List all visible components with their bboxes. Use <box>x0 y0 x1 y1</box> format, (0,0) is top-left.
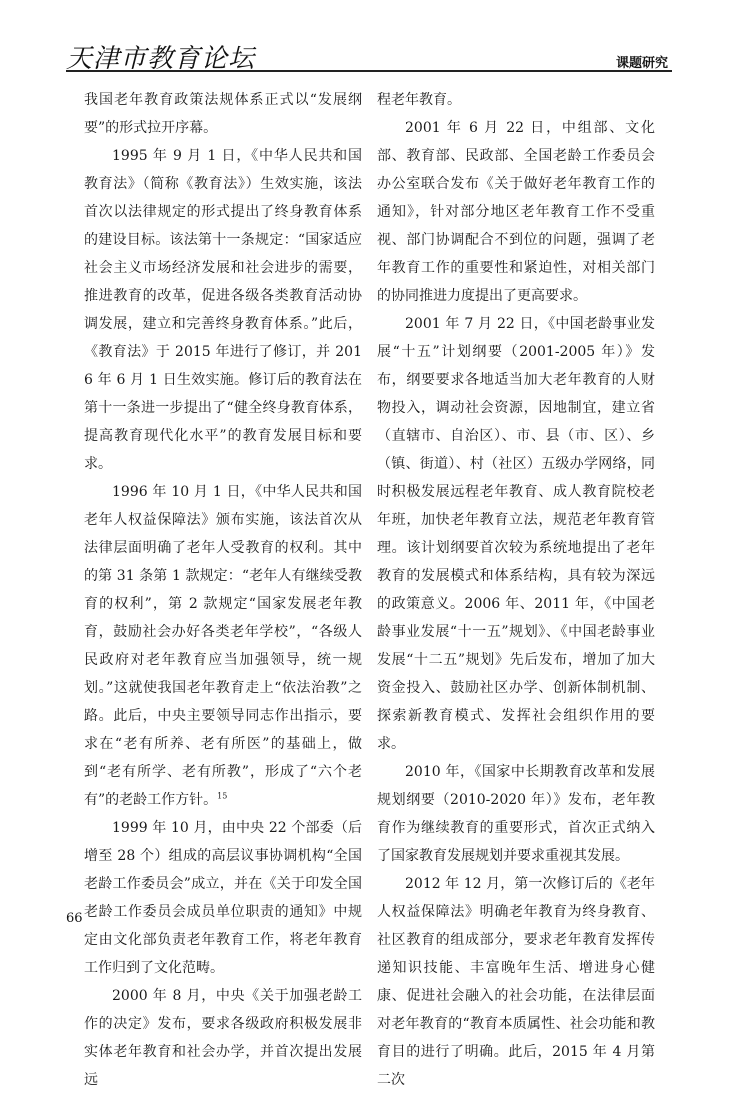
paragraph-text: 1995 年 9 月 1 日，《中华人民共和国教育法》（简称《教育法》）生效实施，该法首次以法律规定的形式提出了终身教育体系的建设目标。该法第十一条规定：“国家适应社会主义市场经济发展和社会进步的需要，推进教育的改革，促进各级各类教育活动协调发展，建立和完善终身教育体系。”此后，《教育法》于 2015 年进行了修订，并 2016 年 6 月 1 日生效实施。修订后的教育法在第十一条进一步提出了“健全终身教育体系，提高教育现代化水平”的教育发展目标和要求。 <box>84 148 362 472</box>
paragraph <box>84 142 362 478</box>
right-column <box>377 86 655 1094</box>
paragraph <box>377 870 655 1094</box>
page-header <box>66 30 672 74</box>
paragraph <box>377 86 655 114</box>
paragraph <box>84 814 362 982</box>
paragraph-text: 2012 年 12 月，第一次修订后的《老年人权益保障法》明确老年教育为终身教育、社区教育的组成部分，要求老年教育发挥传递知识技能、丰富晚年生活、增进身心健康、促进社会融入的社会功能，在法律层面对老年教育的“教育本质属性、社会功能和教育目的进行了明确。此后，2015 年 4 月第二次 <box>377 876 655 1088</box>
paragraph-text: 2001 年 7 月 22 日，《中国老龄事业发展“十五”计划纲要（2001-2005 年）》发布，纲要要求各地适当加大老年教育的人财物投入，调动社会资源，因地制宜，建立省（直辖市、自治区）、市、县（市、区）、乡（镇、街道）、村（社区）五级办学网络，同时积极发展远程老年教育、成人教育院校老年班，加快老年教育立法，规范老年教育管理。该计划纲要首次较为系统地提出了老年教育的发展模式和体系结构，具有较为深远的政策意义。2006 年、2011 年，《中国老龄事业发展“十一五”规划》、《中国老龄事业发展“十二五”规划》先后发布，增加了加大资金投入、鼓励社区办学、创新体制机制、探索新教育模式、发挥社会组织作用的要求。 <box>377 316 655 752</box>
paragraph-text: 1999 年 10 月，由中央 22 个部委（后增至 28 个）组成的高层议事协调机构“全国老龄工作委员会”成立，并在《关于印发全国老龄工作委员会成员单位职责的通知》中规定由文化部负责老年教育工作，将老年教育工作归到了文化范畴。 <box>84 820 362 976</box>
left-column <box>84 86 362 1094</box>
paragraph <box>377 758 655 870</box>
paragraph <box>84 982 362 1094</box>
header-rule <box>66 70 672 72</box>
journal-logo: 天津市教育论坛 <box>66 44 256 74</box>
page-number: 66 <box>66 911 83 926</box>
footnote-marker: 15 <box>217 791 228 801</box>
paragraph <box>377 310 655 758</box>
paragraph-text: 1996 年 10 月 1 日，《中华人民共和国老年人权益保障法》颁布实施，该法首次从法律层面明确了老年人受教育的权利。其中的第 31 条第 1 款规定：“老年人有继续受教育的权利”，第 2 款规定“国家发展老年教育，鼓励社会办好各类老年学校”，“各级人民政府对老年教育应当加强领导，统一规划。”这就使我国老年教育走上“依法治教”之路。此后，中央主要领导同志作出指示，要求在“老有所养、老有所医”的基础上，做到“老有所学、老有所教”，形成了“六个老有”的老龄工作方针。 <box>84 484 362 808</box>
paragraph <box>377 114 655 310</box>
paragraph-text: 我国老年教育政策法规体系正式以“发展纲要”的形式拉开序幕。 <box>84 92 362 136</box>
section-label: 课题研究 <box>615 56 668 71</box>
paragraph-text: 2010 年，《国家中长期教育改革和发展规划纲要（2010-2020 年）》发布，老年教育作为继续教育的重要形式，首次正式纳入了国家教育发展规划并要求重视其发展。 <box>377 764 655 864</box>
paragraph-text: 2000 年 8 月，中央《关于加强老龄工作的决定》发布，要求各级政府积极发展非实体老年教育和社会办学，并首次提出发展远 <box>84 988 362 1088</box>
paragraph <box>84 478 362 814</box>
paragraph-text: 2001 年 6 月 22 日，中组部、文化部、教育部、民政部、全国老龄工作委员会办公室联合发布《关于做好老年教育工作的通知》，针对部分地区老年教育工作不受重视、部门协调配合不到位的问题，强调了老年教育工作的重要性和紧迫性，对相关部门的协同推进力度提出了更高要求。 <box>377 120 655 304</box>
paragraph <box>84 86 362 142</box>
paragraph-text: 程老年教育。 <box>377 92 461 108</box>
